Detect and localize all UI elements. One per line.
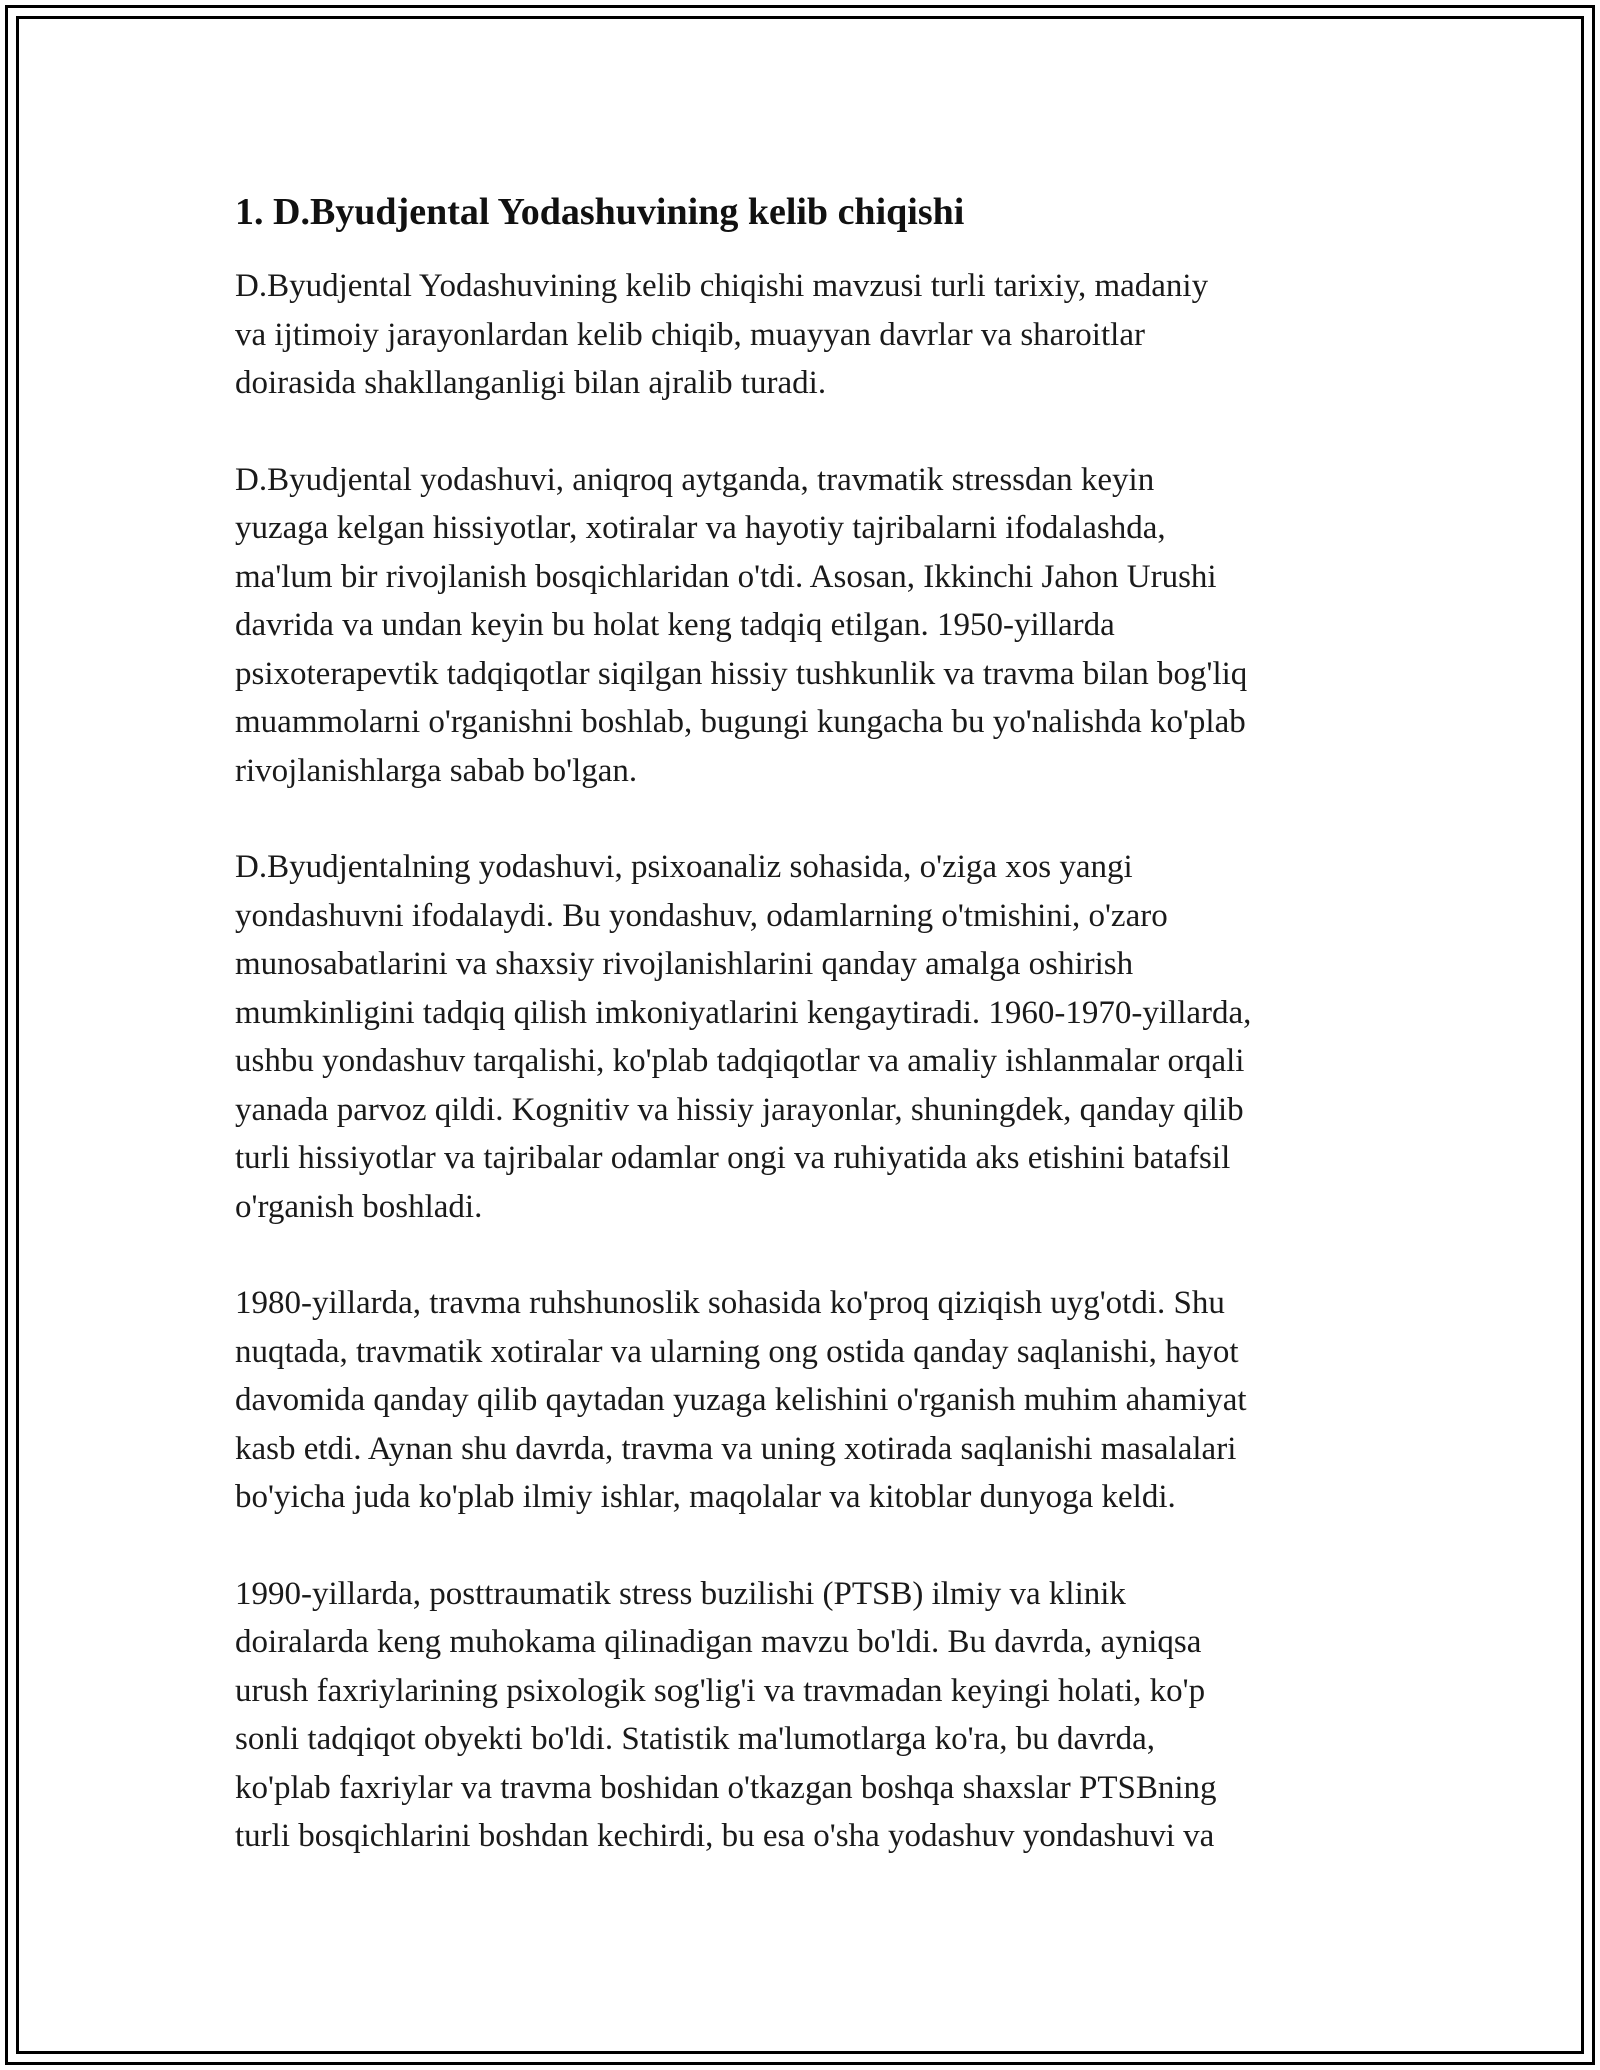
text-line: 1990-yillarda, posttraumatik stress buzilishi (PTSB) ilmiy va klinik bbox=[235, 1575, 1126, 1612]
text-line: D.Byudjentalning yodashuvi, psixoanaliz sohasida, o'ziga xos yangi bbox=[235, 849, 1133, 885]
text-line: sonli tadqiqot obyekti bo'ldi. Statistik ma'lumotlarga ko'ra, bu davrda, bbox=[235, 1721, 1156, 1757]
text-line: davrida va undan keyin bu holat keng tadqiq etilgan. 1950-yillarda bbox=[235, 607, 1115, 643]
text-line: turli bosqichlarini boshdan kechirdi, bu esa o'sha yodashuv yondashuvi va bbox=[235, 1818, 1215, 1854]
paragraph-5 bbox=[235, 1570, 1385, 1861]
text-line: kasb etdi. Aynan shu davrda, travma va uning xotirada saqlanishi masalalari bbox=[235, 1430, 1237, 1467]
section-heading: 1. D.Byudjental Yodashuvining kelib chiqishi bbox=[235, 191, 965, 233]
text-line: munosabatlarini va shaxsiy rivojlanishlarini qanday amalga oshirish bbox=[235, 946, 1134, 982]
text-line: rivojlanishlarga sabab bo'lgan. bbox=[235, 752, 638, 789]
document-body bbox=[235, 186, 1385, 1909]
text-line: mumkinligini tadqiq qilish imkoniyatlarini kengaytiradi. 1960-1970-yillarda, bbox=[235, 994, 1252, 1031]
paragraph-1 bbox=[235, 262, 1385, 408]
paragraph-3 bbox=[235, 843, 1385, 1231]
text-line: yondashuvni ifodalaydi. Bu yondashuv, odamlarning o'tmishini, o'zaro bbox=[235, 897, 1168, 934]
text-line: doiralarda keng muhokama qilinadigan mavzu bo'ldi. Bu davrda, ayniqsa bbox=[235, 1624, 1202, 1660]
text-line: va ijtimoiy jarayonlardan kelib chiqib, muayyan davrlar va sharoitlar bbox=[235, 316, 1145, 353]
text-line: doirasida shakllanganligi bilan ajralib turadi. bbox=[235, 365, 827, 401]
text-line: urush faxriylarining psixologik sog'lig'i va travmadan keyingi holati, ko'p bbox=[235, 1672, 1206, 1709]
text-line: bo'yicha juda ko'plab ilmiy ishlar, maqolalar va kitoblar dunyoga keldi. bbox=[235, 1479, 1176, 1515]
text-line: yuzaga kelgan hissiyotlar, xotiralar va hayotiy tajribalarni ifodalashda, bbox=[235, 510, 1166, 546]
text-line: ma'lum bir rivojlanish bosqichlaridan o'tdi. Asosan, Ikkinchi Jahon Urushi bbox=[235, 558, 1217, 595]
text-line: ko'plab faxriylar va travma boshidan o'tkazgan boshqa shaxslar PTSBning bbox=[235, 1769, 1217, 1806]
text-line: ushbu yondashuv tarqalishi, ko'plab tadqiqotlar va amaliy ishlanmalar orqali bbox=[235, 1043, 1245, 1079]
text-line: D.Byudjental Yodashuvining kelib chiqishi mavzusi turli tarixiy, madaniy bbox=[235, 268, 1209, 304]
text-line: o'rganish boshladi. bbox=[235, 1188, 483, 1225]
paragraph-4 bbox=[235, 1279, 1385, 1522]
text-line: D.Byudjental yodashuvi, aniqroq aytganda, travmatik stressdan keyin bbox=[235, 461, 1155, 498]
text-line: turli hissiyotlar va tajribalar odamlar ongi va ruhiyatida aks etishini batafsil bbox=[235, 1140, 1231, 1176]
text-line: yanada parvoz qildi. Kognitiv va hissiy jarayonlar, shuningdek, qanday qilib bbox=[235, 1091, 1244, 1128]
text-line: psixoterapevtik tadqiqotlar siqilgan hissiy tushkunlik va travma bilan bog'liq bbox=[235, 655, 1248, 692]
text-line: 1980-yillarda, travma ruhshunoslik sohasida ko'proq qiziqish uyg'otdi. Shu bbox=[235, 1285, 1225, 1321]
text-line: davomida qanday qilib qaytadan yuzaga kelishini o'rganish muhim ahamiyat bbox=[235, 1382, 1247, 1418]
text-line: muammolarni o'rganishni boshlab, bugungi kungacha bu yo'nalishda ko'plab bbox=[235, 704, 1246, 740]
paragraph-2 bbox=[235, 456, 1385, 796]
text-line: nuqtada, travmatik xotiralar va ularning ong ostida qanday saqlanishi, hayot bbox=[235, 1333, 1239, 1370]
